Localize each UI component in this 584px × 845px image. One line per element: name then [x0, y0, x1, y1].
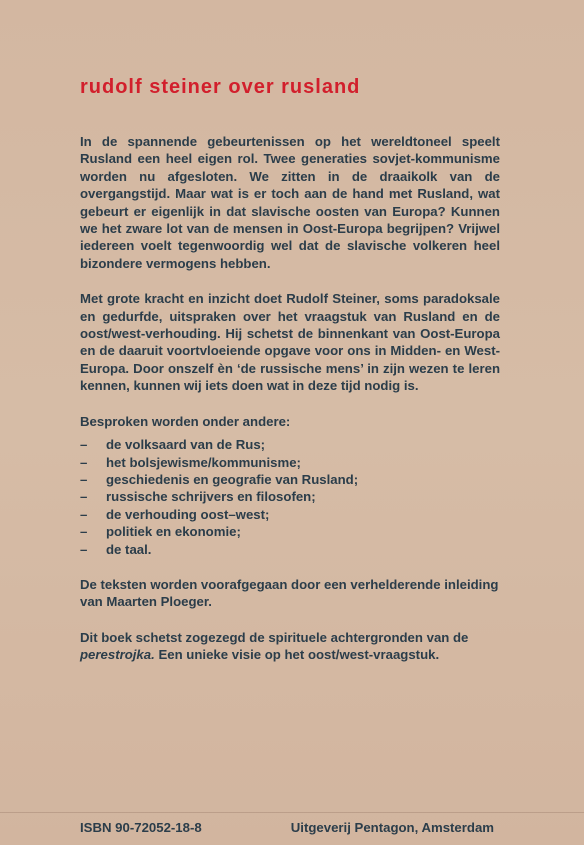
blurb: [80, 133, 500, 682]
list-item: [80, 506, 500, 523]
topic-text: geschiedenis en geografie van Rusland;: [106, 471, 359, 487]
footer: [80, 820, 494, 835]
topic-text: het bolsjewisme/kommunisme;: [106, 454, 301, 470]
perestrojka-text-start: Dit boek schetst zogezegd de spirituele achtergronden van de: [80, 629, 469, 645]
dash-bullet: –: [80, 489, 88, 505]
topic-text: de verhouding oost–west;: [106, 506, 270, 522]
list-item: [80, 523, 500, 540]
topics-list: [80, 436, 500, 558]
paragraph-intro: In de spannende gebeurtenissen op het wereldtoneel speelt Rusland een heel eigen rol. Twee generaties sovjet-kommunisme worden nu afgesloten. We zitten in de draaikolk van de overgangstijd. Maar wat is er toch aan de hand met Rusland, wat gebeurt er eigenlijk in dat slavische oosten van Europa? Kunnen we het zware lot van de mensen in Oost-Europa begrijpen? Vrijwel iedereen voelt tegenwoordig wel dat de slavische volkeren heel bizondere vermogens hebben.: [80, 134, 500, 271]
isbn-number: ISBN 90-72052-18-8: [80, 820, 202, 835]
dash-bullet: –: [80, 506, 88, 522]
paragraph-introduction-note: De teksten worden voorafgegaan door een verhelderende inleiding van Maarten Ploeger.: [80, 576, 499, 610]
publisher-name: Uitgeverij Pentagon, Amsterdam: [290, 820, 494, 835]
paragraph-perestrojka: [80, 629, 500, 664]
list-item: [80, 471, 500, 488]
list-item: [80, 454, 500, 471]
paragraph-steiner: Met grote kracht en inzicht doet Rudolf Steiner, soms paradoksale en gedurfde, uitspraken over het vraagstuk van Rusland en de oost/west-verhouding. Hij schetst de binnenkant van Oost-Europa en de daaruit voortvloeiende opgave voor ons in Midden- en West-Europa. Door onszelf èn ‘de russische mens’ in zijn wezen te leren kennen, kunnen wij iets doen wat in deze tijd nodig is.: [80, 291, 500, 394]
topic-text: politiek en ekonomie;: [106, 524, 241, 540]
perestrojka-text-end: Een unieke visie op het oost/west-vraagstuk.: [154, 647, 440, 663]
perestrojka-italic: perestrojka.: [80, 647, 155, 663]
dash-bullet: –: [80, 524, 88, 540]
topics-heading: Besproken worden onder andere:: [80, 413, 291, 429]
dash-bullet: –: [80, 454, 88, 470]
topic-text: russische schrijvers en filosofen;: [106, 489, 316, 505]
topic-text: de taal.: [106, 541, 152, 557]
topic-text: de volksaard van de Rus;: [106, 437, 266, 453]
dash-bullet: –: [80, 471, 88, 487]
cover-title: rudolf steiner over rusland: [80, 76, 361, 98]
page-edge-divider: [0, 812, 584, 813]
dash-bullet: –: [80, 541, 88, 557]
list-item: [80, 541, 500, 558]
list-item: [80, 436, 500, 453]
dash-bullet: –: [80, 437, 88, 453]
list-item: [80, 488, 500, 505]
